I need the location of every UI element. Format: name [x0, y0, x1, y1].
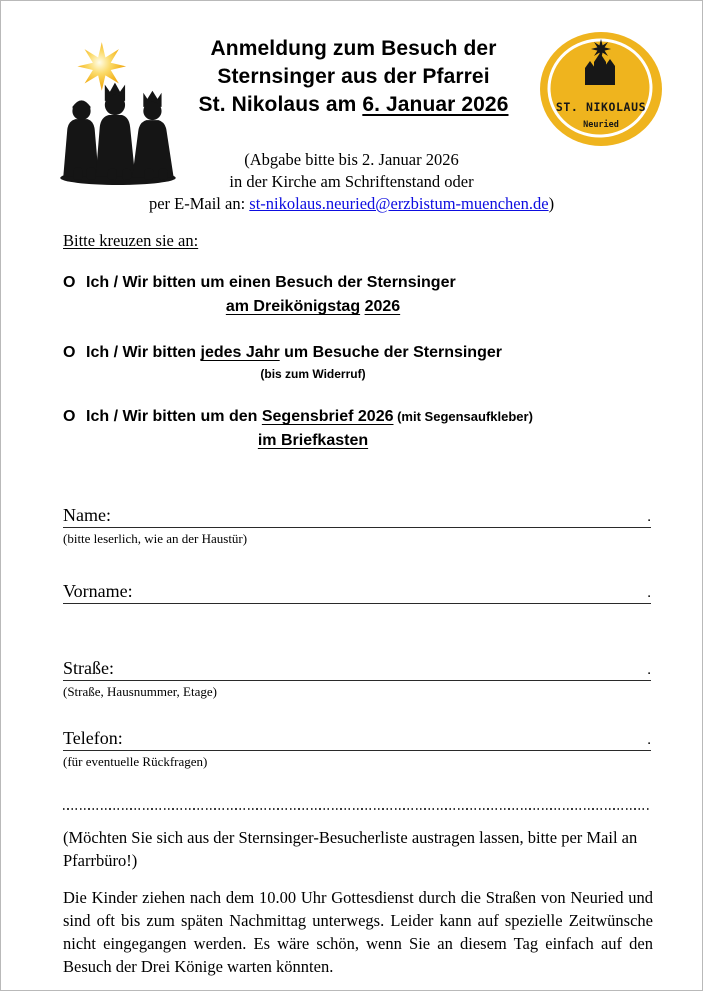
instruction-label: Bitte kreuzen sie an: — [63, 231, 199, 250]
info-paragraph: Die Kinder ziehen nach dem 10.00 Uhr Gottesdienst durch die Straßen von Neuried und sind oft bis zum späten Nachmittag unterwegs. Leider kann auf spezielle Zeitwünsche nicht eingegangen werden. Es wäre schön, wenn Sie an diesem Tag einfach auf den Besuch der Drei Könige warten könnten. — [63, 888, 653, 976]
title-line-2: Sternsinger aus der Pfarrei — [217, 65, 490, 88]
option-1-subline: am Dreikönigstag 2026 — [225, 298, 401, 315]
submission-line-3: per E-Mail an: st-nikolaus.neuried@erzbistum-muenchen.de) — [148, 194, 555, 213]
option-visit-every-year — [63, 341, 702, 383]
logo-town-text: Neuried — [583, 120, 619, 130]
title-line-3: St. Nikolaus am 6. Januar 2026 — [198, 93, 509, 116]
option-1-circle-marker: O — [63, 274, 76, 291]
option-2-text: Ich / Wir bitten jedes Jahr um Besuche der Sternsinger — [86, 344, 502, 361]
logo-name-text: ST. NIKOLAUS — [555, 100, 647, 114]
title-date: 6. Januar 2026 — [362, 93, 509, 116]
strasse-hint: (Straße, Hausnummer, Etage) — [63, 684, 217, 699]
line-end-dot: . — [647, 509, 651, 525]
header — [1, 31, 702, 181]
option-blessing-letter — [63, 405, 702, 453]
dotted-separator — [63, 808, 651, 810]
form-fields — [1, 505, 702, 770]
line-end-dot: . — [647, 585, 651, 601]
vorname-field-line[interactable] — [63, 581, 651, 604]
unsubscribe-note: (Möchten Sie sich aus der Sternsinger-Besucherliste austragen lassen, bitte per Mail an Pfarrbüro!) — [63, 828, 638, 870]
option-3-text: Ich / Wir bitten um den Segensbrief 2026 (mit Segensaufkleber) — [86, 408, 533, 425]
parish-logo — [539, 31, 663, 147]
strasse-field-line[interactable] — [63, 658, 651, 681]
submission-line-2: in der Kirche am Schriftenstand oder — [229, 172, 474, 191]
name-label: Name: — [63, 505, 111, 525]
email-link[interactable]: st-nikolaus.neuried@erzbistum-muenchen.de — [249, 194, 549, 213]
line-end-dot: . — [647, 732, 651, 748]
line-end-dot: . — [647, 662, 651, 678]
option-1-text: Ich / Wir bitten um einen Besuch der Sternsinger — [86, 274, 456, 291]
page-title — [161, 35, 546, 119]
option-2-circle-marker: O — [63, 344, 76, 361]
telefon-label: Telefon: — [63, 728, 123, 748]
option-3-circle-marker: O — [63, 408, 76, 425]
name-hint: (bitte leserlich, wie an der Haustür) — [63, 531, 248, 546]
name-field-line[interactable] — [63, 505, 651, 528]
options-list — [1, 271, 702, 453]
telefon-field-line[interactable] — [63, 728, 651, 751]
option-2-subline: (bis zum Widerruf) — [260, 367, 366, 381]
vorname-label: Vorname: — [63, 581, 133, 601]
option-visit-2026 — [63, 271, 702, 319]
title-line-1: Anmeldung zum Besuch der — [210, 37, 497, 60]
star-icon — [77, 42, 126, 91]
telefon-hint: (für eventuelle Rückfragen) — [63, 754, 208, 769]
strasse-label: Straße: — [63, 658, 114, 678]
option-3-subline: im Briefkasten — [257, 432, 369, 449]
submission-line-1: (Abgabe bitte bis 2. Januar 2026 — [244, 150, 459, 169]
